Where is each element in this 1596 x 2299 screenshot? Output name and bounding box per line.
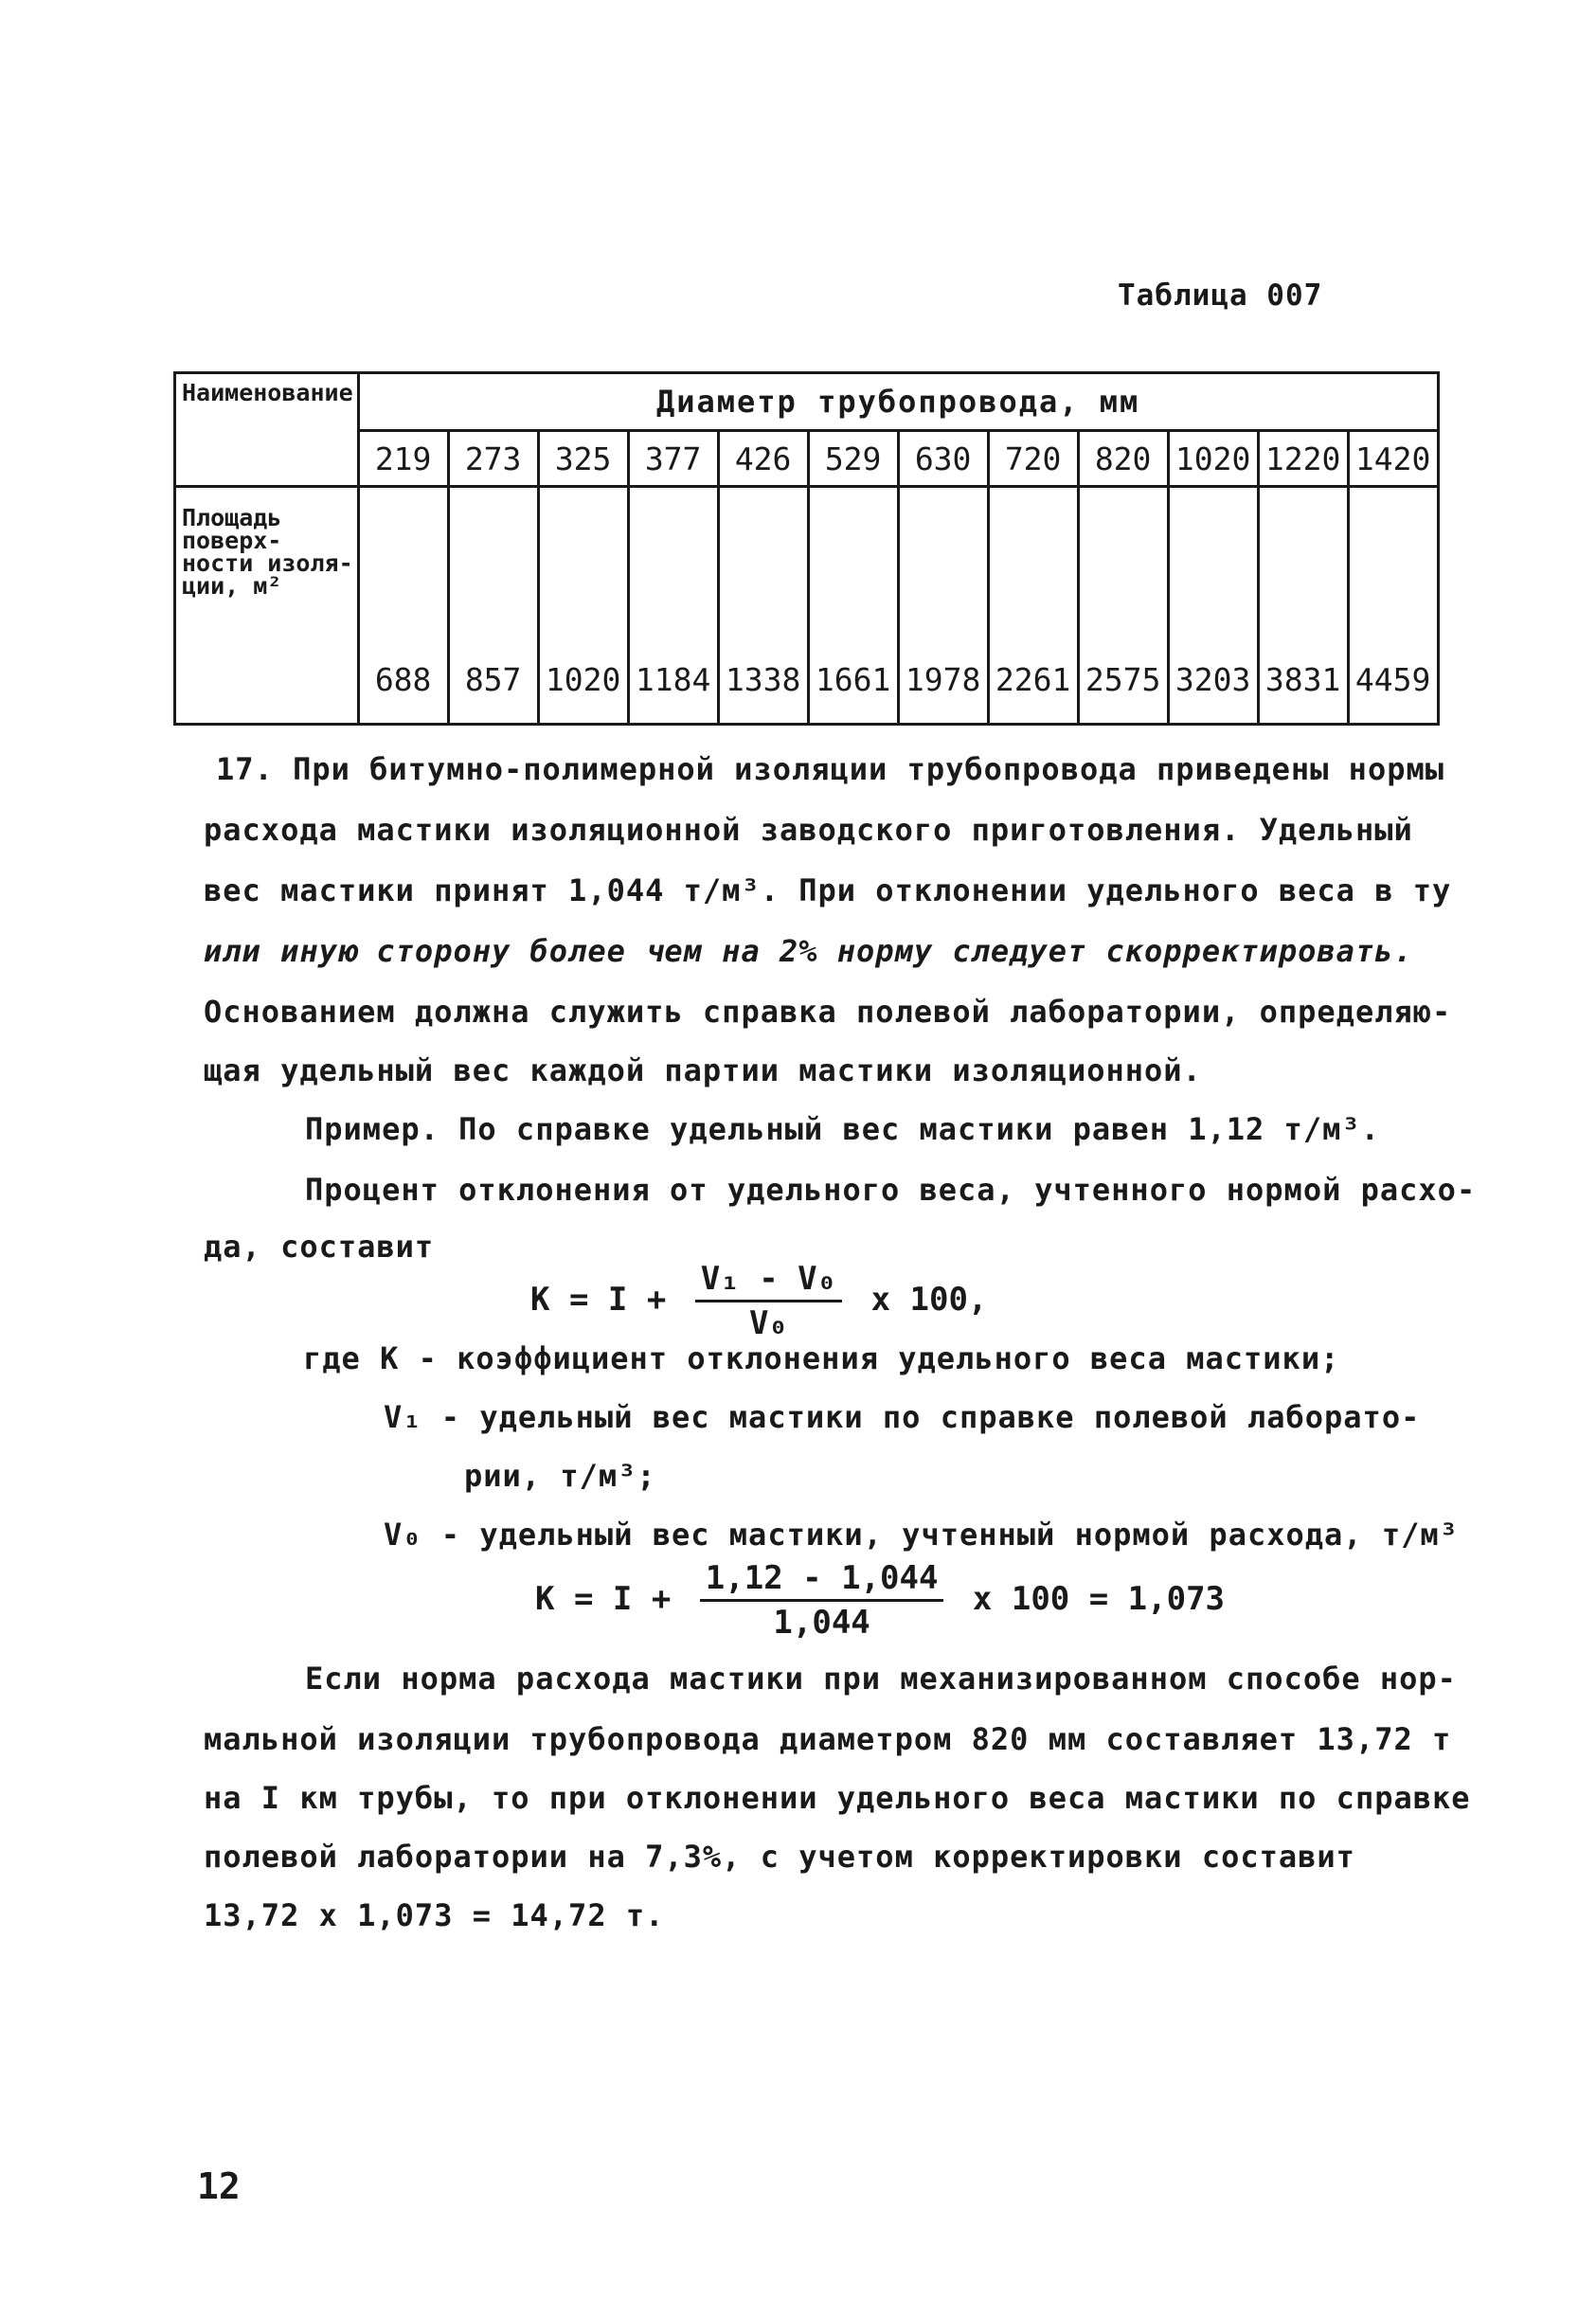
percent-line: да, составит: [204, 1229, 435, 1265]
conclusion-line: мальной изоляции трубопровода диаметром 820 мм составляет 13,72 т: [204, 1721, 1452, 1757]
where-v1-continuation: рии, т/м³;: [464, 1458, 656, 1494]
name-header: Наименование: [175, 373, 359, 487]
diameter-cell: 377: [628, 431, 718, 487]
formula-fraction: [695, 1260, 842, 1342]
diameter-group-header: Диаметр трубопровода, мм: [358, 373, 1438, 431]
where-k-line: где К - коэффициент отклонения удельного веса мастики;: [303, 1340, 1340, 1376]
paragraph-line: Основанием должна служить справка полевой лаборатории, определяю-: [204, 994, 1452, 1030]
area-value-cell: 3831: [1258, 487, 1348, 725]
area-value-cell: 3203: [1168, 487, 1258, 725]
area-row: [175, 487, 1439, 725]
formula-fraction: [700, 1559, 944, 1642]
paragraph-line: расхода мастики изоляционной заводского приготовления. Удельный: [204, 812, 1413, 848]
area-value-cell: 1338: [718, 487, 808, 725]
example-line: Пример. По справке удельный вес мастики равен 1,12 т/м³.: [305, 1111, 1380, 1147]
paragraph-line: щая удельный вес каждой партии мастики изоляционной.: [204, 1052, 1202, 1088]
pipe-diameter-table: [173, 371, 1440, 726]
page-number: 12: [197, 2165, 241, 2207]
fraction-denominator: V₀: [748, 1304, 788, 1342]
fraction-numerator: V₁ - V₀: [695, 1260, 842, 1302]
table-caption: Таблица 007: [1118, 278, 1323, 313]
formula-rhs: x 100,: [870, 1281, 988, 1319]
formula-k-definition: [530, 1260, 987, 1342]
diameter-cell: 529: [808, 431, 898, 487]
area-label-text: Площадь поверх- ности изоля- ции, м²: [182, 504, 353, 600]
diameter-cell: 720: [988, 431, 1078, 487]
diameter-cell: 325: [538, 431, 628, 487]
area-value-cell: 1978: [898, 487, 988, 725]
area-value-cell: 688: [358, 487, 448, 725]
percent-line: Процент отклонения от удельного веса, учтенного нормой расхо-: [305, 1172, 1477, 1208]
formula-rhs: x 100 = 1,073: [972, 1580, 1226, 1618]
diameter-cell: 219: [358, 431, 448, 487]
area-value-cell: 1661: [808, 487, 898, 725]
diameter-cell: 273: [448, 431, 538, 487]
where-v1-line: V₁ - удельный вес мастики по справке полевой лаборато-: [384, 1399, 1421, 1435]
conclusion-line: 13,72 х 1,073 = 14,72 т.: [204, 1897, 665, 1933]
fraction-numerator: 1,12 - 1,044: [700, 1559, 944, 1602]
paragraph-line: 17. При битумно-полимерной изоляции трубопровода приведены нормы: [216, 751, 1444, 787]
conclusion-line: Если норма расхода мастики при механизированном способе нор-: [305, 1661, 1457, 1697]
area-value-cell: 857: [448, 487, 538, 725]
paragraph-line: вес мастики принят 1,044 т/м³. При отклонении удельного веса в ту: [204, 872, 1452, 908]
formula-k-calculation: [535, 1559, 1225, 1642]
area-value-cell: 2261: [988, 487, 1078, 725]
fraction-denominator: 1,044: [773, 1604, 870, 1642]
formula-lhs: К = I +: [530, 1281, 667, 1319]
area-value-cell: 1184: [628, 487, 718, 725]
diameter-cell: 1020: [1168, 431, 1258, 487]
conclusion-line: полевой лаборатории на 7,3%, с учетом корректировки составит: [204, 1839, 1355, 1875]
diameter-cell: 820: [1078, 431, 1168, 487]
diameter-cell: 1420: [1348, 431, 1438, 487]
area-value-cell: 1020: [538, 487, 628, 725]
area-value-cell: 2575: [1078, 487, 1168, 725]
where-v0-line: V₀ - удельный вес мастики, учтенный нормой расхода, т/м³: [384, 1517, 1459, 1553]
diameter-cell: 630: [898, 431, 988, 487]
formula-lhs: К = I +: [535, 1580, 672, 1618]
diameter-row: [175, 431, 1439, 487]
diameter-cell: 1220: [1258, 431, 1348, 487]
area-row-label: [175, 487, 359, 725]
conclusion-line: на I км трубы, то при отклонении удельного веса мастики по справке: [204, 1780, 1471, 1816]
diameter-cell: 426: [718, 431, 808, 487]
area-value-cell: 4459: [1348, 487, 1438, 725]
paragraph-line: или иную сторону более чем на 2% норму следует скорректировать.: [204, 933, 1413, 969]
